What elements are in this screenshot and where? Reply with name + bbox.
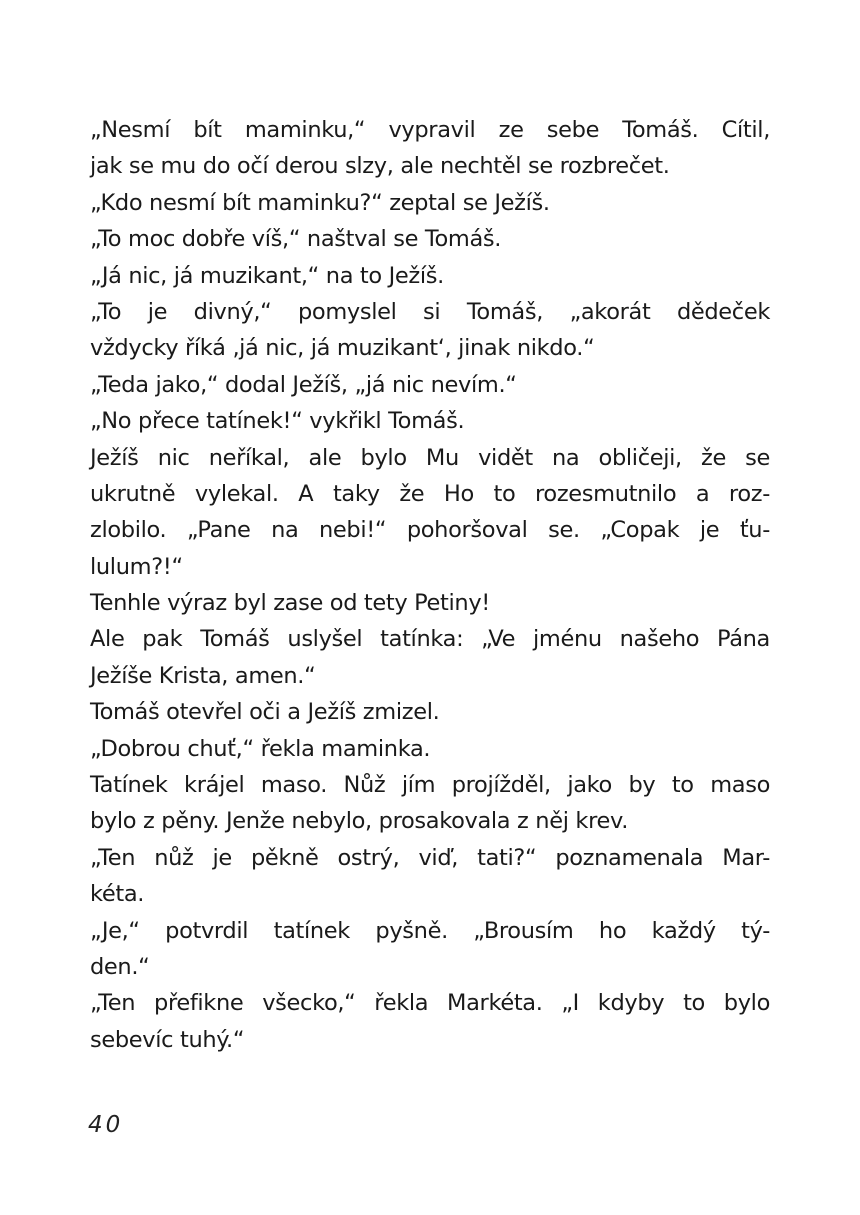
text-line: „Dobrou chuť,“ řekla maminka. — [90, 735, 431, 762]
text-line: „To je divný,“ pomyslel si Tomáš, „akorát dědeček — [90, 298, 770, 325]
body-text — [90, 112, 770, 1058]
text-line: „Je,“ potvrdil tatínek pyšně. „Brousím ho každý tý- — [90, 917, 770, 944]
text-line: Tenhle výraz byl zase od tety Petiny! — [90, 590, 490, 617]
text-line: Tomáš otevřel oči a Ježíš zmizel. — [90, 699, 440, 726]
text-line: „Ten nůž je pěkně ostrý, viď, tati?“ poznamenala Mar- — [90, 844, 770, 871]
text-line: lulum?!“ — [90, 553, 183, 580]
text-line: vždycky říká ‚já nic, já muzikant‘, jinak nikdo.“ — [90, 335, 595, 362]
text-line: „Ten přefikne všecko,“ řekla Markéta. „I kdyby to bylo — [90, 990, 770, 1017]
text-line: Ježíš nic neříkal, ale bylo Mu vidět na obličeji, že se — [90, 444, 770, 471]
text-line: ukrutně vylekal. A taky že Ho to rozesmutnilo a roz- — [90, 480, 770, 507]
text-line: sebevíc tuhý.“ — [90, 1026, 245, 1053]
text-line: „Teda jako,“ dodal Ježíš, „já nic nevím.“ — [90, 371, 517, 398]
text-line: jak se mu do očí derou slzy, ale nechtěl se rozbrečet. — [90, 153, 670, 180]
text-line: Ale pak Tomáš uslyšel tatínka: „Ve jménu našeho Pána — [90, 626, 770, 653]
text-line: den.“ — [90, 953, 150, 980]
text-line: bylo z pěny. Jenže nebylo, prosakovala z něj krev. — [90, 808, 629, 835]
text-line: Ježíše Krista, amen.“ — [90, 662, 316, 689]
text-line: zlobilo. „Pane na nebi!“ pohoršoval se. „Copak je ťu- — [90, 517, 770, 544]
text-line: „Kdo nesmí bít maminku?“ zeptal se Ježíš. — [90, 189, 550, 216]
text-line: „Nesmí bít maminku,“ vypravil ze sebe Tomáš. Cítil, — [90, 117, 770, 143]
text-line: „Já nic, já muzikant,“ na to Ježíš. — [90, 262, 444, 289]
text-line: kéta. — [90, 881, 145, 908]
text-line: „No přece tatínek!“ vykřikl Tomáš. — [90, 408, 465, 435]
text-line: Tatínek krájel maso. Nůž jím projížděl, jako by to maso — [90, 772, 770, 799]
page-number: 40 — [88, 1112, 124, 1138]
text-line: „To moc dobře víš,“ naštval se Tomáš. — [90, 226, 502, 253]
